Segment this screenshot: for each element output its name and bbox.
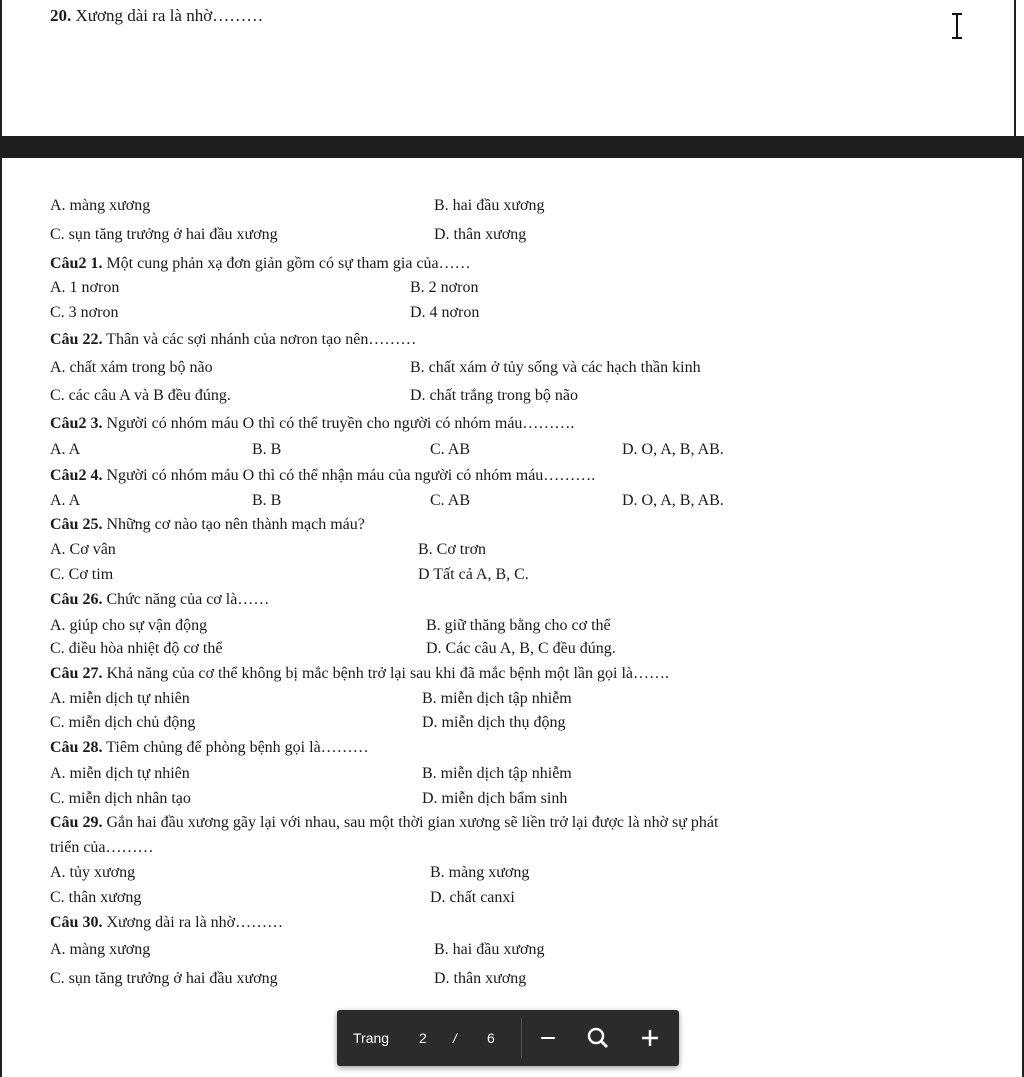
option-d: D. O, A, B, AB. xyxy=(622,492,724,509)
page-separator: / xyxy=(453,1030,457,1046)
question-number: Câu 28. xyxy=(50,739,103,756)
option-a: A. màng xương xyxy=(50,941,151,958)
question-number: 20. xyxy=(50,6,72,25)
question-number: Câu 30. xyxy=(50,914,103,931)
option-d: D. Các câu A, B, C đều đúng. xyxy=(426,640,616,657)
question-number: Câu 25. xyxy=(50,516,103,533)
option-c: C. AB xyxy=(430,492,471,509)
question-20 xyxy=(50,6,263,26)
option-b: B. miễn dịch tập nhiễm xyxy=(422,765,572,782)
option-a: A. A xyxy=(50,492,81,509)
option-c: C. miễn dịch nhân tạo xyxy=(50,790,191,807)
question-21 xyxy=(50,254,471,274)
option-b: B. 2 nơron xyxy=(410,279,479,296)
option-d: D. thân xương xyxy=(434,226,527,243)
question-28 xyxy=(50,738,369,758)
plus-icon[interactable] xyxy=(635,1023,665,1053)
question-23 xyxy=(50,414,574,434)
question-number: Câu 29. xyxy=(50,814,103,831)
option-a: A. 1 nơron xyxy=(50,279,120,296)
option-a: A. miễn dịch tự nhiên xyxy=(50,765,190,782)
question-number: Câu2 3. xyxy=(50,415,103,432)
option-c: C. miễn dịch chủ động xyxy=(50,714,196,731)
question-text: Xương dài ra là nhờ……… xyxy=(102,914,284,931)
option-c: C. thân xương xyxy=(50,889,142,906)
question-text: Gắn hai đầu xương gãy lại với nhau, sau một thời gian xương sẽ liền trở lại được là nhờ sự phát xyxy=(102,814,719,831)
question-text: Thân và các sợi nhánh của nơron tạo nên……… xyxy=(102,331,417,348)
text-cursor-icon xyxy=(950,12,964,40)
option-b: B. hai đầu xương xyxy=(434,197,545,214)
option-a: A. Cơ vân xyxy=(50,541,116,558)
question-text: Người có nhóm máu O thì có thể nhận máu của người có nhóm máu………. xyxy=(102,467,596,484)
page-label: Trang xyxy=(353,1030,390,1046)
option-c: C. các câu A và B đều đúng. xyxy=(50,387,231,404)
question-text: Những cơ nào tạo nên thành mạch máu? xyxy=(102,516,365,533)
option-c: C. điều hòa nhiệt độ cơ thể xyxy=(50,640,223,657)
question-text: Khả năng của cơ thể không bị mắc bệnh trở lại sau khi đã mắc bệnh một lần gọi là……. xyxy=(102,665,669,682)
option-b: B. hai đầu xương xyxy=(434,941,545,958)
question-text: Tiêm chủng để phòng bệnh gọi là……… xyxy=(102,739,369,756)
option-d: D. 4 nơron xyxy=(410,304,480,321)
option-d: D. thân xương xyxy=(434,970,527,987)
current-page xyxy=(0,158,1024,1077)
option-a: A. tủy xương xyxy=(50,864,136,881)
toolbar-divider xyxy=(521,1018,522,1058)
option-a: A. màng xương xyxy=(50,197,151,214)
option-a: A. A xyxy=(50,441,81,458)
option-c: C. sụn tăng trưởng ở hai đầu xương xyxy=(50,226,278,243)
option-b: B. chất xám ở tủy sống và các hạch thần kinh xyxy=(410,359,701,376)
question-26 xyxy=(50,590,269,610)
option-c: C. AB xyxy=(430,441,471,458)
page-gap xyxy=(0,136,1024,158)
question-30 xyxy=(50,913,283,933)
option-d: D. chất trắng trong bộ não xyxy=(410,387,578,404)
minus-icon[interactable] xyxy=(533,1023,563,1053)
option-b: B. Cơ trơn xyxy=(418,541,487,558)
option-d: D. chất canxi xyxy=(430,889,515,906)
question-text: Một cung phản xạ đơn giản gồm có sự tham gia của…… xyxy=(102,255,471,272)
option-b: B. màng xương xyxy=(430,864,530,881)
total-pages: 6 xyxy=(487,1030,495,1046)
option-c: C. 3 nơron xyxy=(50,304,119,321)
question-number: Câu2 1. xyxy=(50,255,103,272)
question-text: Chức năng của cơ là…… xyxy=(102,591,270,608)
question-number: Câu2 4. xyxy=(50,467,103,484)
question-number: Câu 22. xyxy=(50,331,103,348)
question-number: Câu 27. xyxy=(50,665,103,682)
question-27 xyxy=(50,664,669,684)
question-29-continued: triển của……… xyxy=(50,839,154,856)
current-page-number[interactable]: 2 xyxy=(419,1030,427,1046)
question-number: Câu 26. xyxy=(50,591,103,608)
option-b: B. miễn dịch tập nhiễm xyxy=(422,690,572,707)
option-d: D Tất cả A, B, C. xyxy=(418,566,529,583)
page-toolbar xyxy=(337,1010,679,1066)
option-a: A. miễn dịch tự nhiên xyxy=(50,690,190,707)
magnifier-icon[interactable] xyxy=(583,1023,613,1053)
option-a: A. chất xám trong bộ não xyxy=(50,359,213,376)
question-22 xyxy=(50,330,416,350)
option-c: C. sụn tăng trưởng ở hai đầu xương xyxy=(50,970,278,987)
option-b: B. B xyxy=(252,441,282,458)
question-25 xyxy=(50,515,365,535)
option-c: C. Cơ tim xyxy=(50,566,114,583)
option-d: D. O, A, B, AB. xyxy=(622,441,724,458)
option-d: D. miễn dịch thụ động xyxy=(422,714,566,731)
question-text: Người có nhóm máu O thì có thể truyền cho người có nhóm máu………. xyxy=(102,415,575,432)
question-24 xyxy=(50,466,595,486)
option-a: A. giúp cho sự vận động xyxy=(50,617,208,634)
option-d: D. miễn dịch bẩm sinh xyxy=(422,790,568,807)
question-29 xyxy=(50,813,718,833)
previous-page xyxy=(0,0,1016,136)
question-text: Xương dài ra là nhờ……… xyxy=(71,6,264,25)
option-b: B. B xyxy=(252,492,282,509)
option-b: B. giữ thăng bằng cho cơ thể xyxy=(426,617,611,634)
